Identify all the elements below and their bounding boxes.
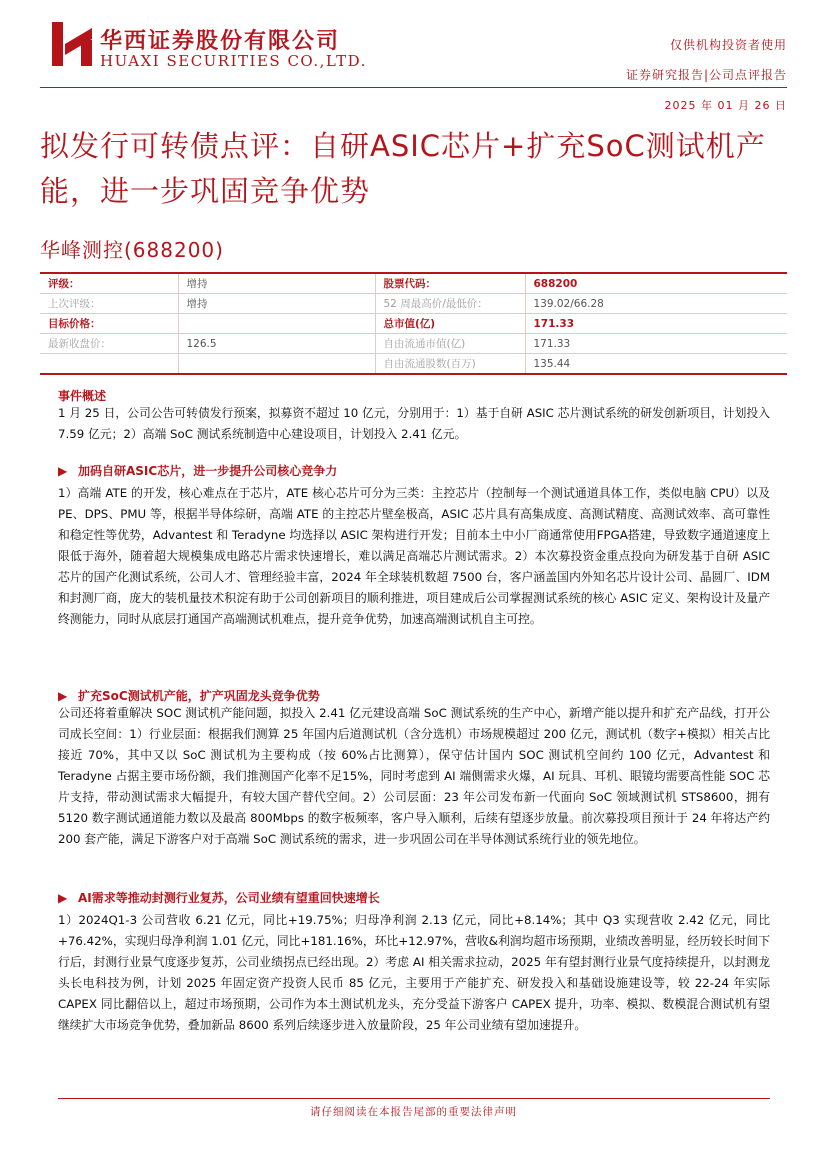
header-divider — [40, 87, 787, 88]
section-heading-summary: 事件概述 — [58, 389, 107, 403]
section-heading-ai — [58, 889, 380, 906]
triangle-bullet-icon: ▶ — [58, 891, 68, 905]
report-type: 证券研究报告|公司点评报告 — [625, 68, 787, 82]
section-paragraph-summary: 1 月 25 日，公司公告可转债发行预案，拟募资不超过 10 亿元，分别用于：1）基于自研 ASIC 芯片测试系统的研发创新项目，计划投入 7.59 亿元；2）高端 SoC 测试系统制造中心建设项目，计划投入 2.41 亿元。 — [58, 406, 770, 441]
huaxi-logo-icon — [52, 22, 92, 66]
prev-rating-value: 增持 — [178, 294, 375, 314]
stock-code-label: 股票代码： — [375, 273, 525, 294]
prev-rating-label: 上次评级： — [40, 294, 178, 314]
stock-name: 华峰测控(688200) — [40, 238, 224, 262]
float-shares-label: 自由流通股数(百万) — [375, 354, 525, 375]
stock-info-table — [40, 272, 787, 375]
report-title: 拟发行可转债点评：自研ASIC芯片+扩充SoC测试机产能，进一步巩固竞争优势 — [40, 129, 766, 208]
section-paragraph-ai: 1）2024Q1-3 公司营收 6.21 亿元，同比+19.75%；归母净利润 2.13 亿元，同比+8.14%；其中 Q3 实现营收 2.42 亿元，同比+76.42%，实现归母净利润 1.01 亿元，同比+181.16%，环比+12.97%，营收&利润均超市场预期，业绩改善明显，经历较长时间下行后，封测行业景气度逐步复苏，公司业绩拐点已经出现。2）考虑 AI 相关需求拉动，2025 年有望封测行业景气度持续提升，以封测龙头长电科技为例，计划 2025 年固定资产投资人民币 85 亿元，主要用于产能扩充、研发投入和基础设施建设等，较 22-24 年实际 CAPEX 同比翻倍以上，超过市场预期，公司作为本土测试机龙头，充分受益下游客户 CAPEX 提升，功率、模拟、数模混合测试机有望继续扩大市场竞争优势，叠加新品 8600 系列后续逐步进入放量阶段，25 年公司业绩有望加速提升。 — [58, 913, 770, 1032]
stock-code-value: 688200 — [525, 273, 787, 294]
triangle-bullet-icon: ▶ — [58, 689, 68, 703]
target-price-value — [178, 314, 375, 334]
report-date: 2025 年 01 月 26 日 — [664, 99, 787, 112]
float-shares-value: 135.44 — [525, 354, 787, 375]
float-cap-label: 自由流通市值(亿) — [375, 334, 525, 354]
section-paragraph-asic: 1）高端 ATE 的开发，核心难点在于芯片，ATE 核心芯片可分为三类：主控芯片（控制每一个测试通道具体工作，类似电脑 CPU）以及 PE、DPS、PMU 等，根据半导体综研，高端 ATE 的主控芯片壁垒极高，ASIC 芯片具有高集成度、高测试精度、高测试效率、高可靠性和稳定性等优势，Advantest 和 Teradyne 均选择以 ASIC 架构进行开发；目前本土中小厂商通常使用FPGA搭建，导致数字通道速度上限低于海外，随着超大规模集成电路芯片需求快速增长，难以满足高端芯片测试需求。2）本次募投资金重点投向为研发基于自研 ASIC 芯片的国产化测试系统，公司人才、管理经验丰富，2024 年全球装机数超 7500 台，客户涵盖国内外知名芯片设计公司、晶圆厂、IDM 和封测厂商，庞大的装机量技术积淀有助于公司创新项目的顺利推进，项目建成后公司掌握测试系统的核心 ASIC 定义、架构设计及量产终测能力，同时从底层打通国产高端测试机难点，提升竞争优势，加速高端测试机自主可控。 — [58, 486, 770, 626]
empty-cell — [40, 354, 178, 375]
table-row — [40, 273, 787, 294]
empty-cell — [178, 354, 375, 375]
section-heading-soc — [58, 687, 320, 704]
section-heading-text: AI需求等推动封测行业复苏，公司业绩有望重回快速增长 — [78, 891, 380, 905]
section-heading-asic — [58, 462, 337, 479]
section-heading-text: 扩充SoC测试机产能，扩产巩固龙头竞争优势 — [78, 689, 320, 703]
company-name-en: HUAXI SECURITIES CO.,LTD. — [100, 52, 367, 70]
market-cap-label: 总市值(亿) — [375, 314, 525, 334]
price-range-label: 52 周最高价/最低价： — [375, 294, 525, 314]
table-row — [40, 294, 787, 314]
close-price-value: 126.5 — [178, 334, 375, 354]
market-cap-value: 171.33 — [525, 314, 787, 334]
rating-label: 评级： — [40, 273, 178, 294]
company-name-cn: 华西证券股份有限公司 — [100, 29, 341, 54]
close-price-label: 最新收盘价： — [40, 334, 178, 354]
investor-note: 仅供机构投资者使用 — [669, 38, 787, 52]
target-price-label: 目标价格： — [40, 314, 178, 334]
section-paragraph-soc: 公司还将着重解决 SOC 测试机产能问题，拟投入 2.41 亿元建设高端 SoC 测试系统的生产中心，新增产能以提升和扩充产品线，打开公司成长空间：1）行业层面：根据我们测算 25 年国内后道测试机（含分选机）市场规模超过 200 亿元，测试机（数字+模拟）相关占比接近 70%，其中又以 SoC 测试机为主要构成（按 60%占比测算），保守估计国内 SOC 测试机空间约 100 亿元，Advantest 和 Teradyne 占据主要市场份额，我们推测国产化率不足15%，同时考虑到 AI 端侧需求火爆，AI 玩具、耳机、眼镜均需要高性能 SOC 芯片支持，带动测试需求大幅提升，有较大国产替代空间。2）公司层面：23 年公司发布新一代面向 SoC 领域测试机 STS8600，拥有 5120 数字测试通道能力数以及最高 800Mbps 的数字板频率，客户导入顺利，后续有望逐步放量。前次募投项目预计于 24 年将达产约 200 套产能，满足下游客户对于高端 SoC 测试系统的需求，进一步巩固公司在半导体测试系统行业的领先地位。 — [58, 706, 770, 846]
price-range-value: 139.02/66.28 — [525, 294, 787, 314]
triangle-bullet-icon: ▶ — [58, 464, 68, 478]
table-row — [40, 354, 787, 375]
float-cap-value: 171.33 — [525, 334, 787, 354]
legal-notice: 请仔细阅读在本报告尾部的重要法律声明 — [310, 1106, 517, 1118]
rating-value: 增持 — [178, 273, 375, 294]
table-row — [40, 334, 787, 354]
table-row — [40, 314, 787, 334]
footer-divider — [58, 1098, 770, 1099]
section-heading-text: 加码自研ASIC芯片，进一步提升公司核心竞争力 — [78, 464, 338, 478]
